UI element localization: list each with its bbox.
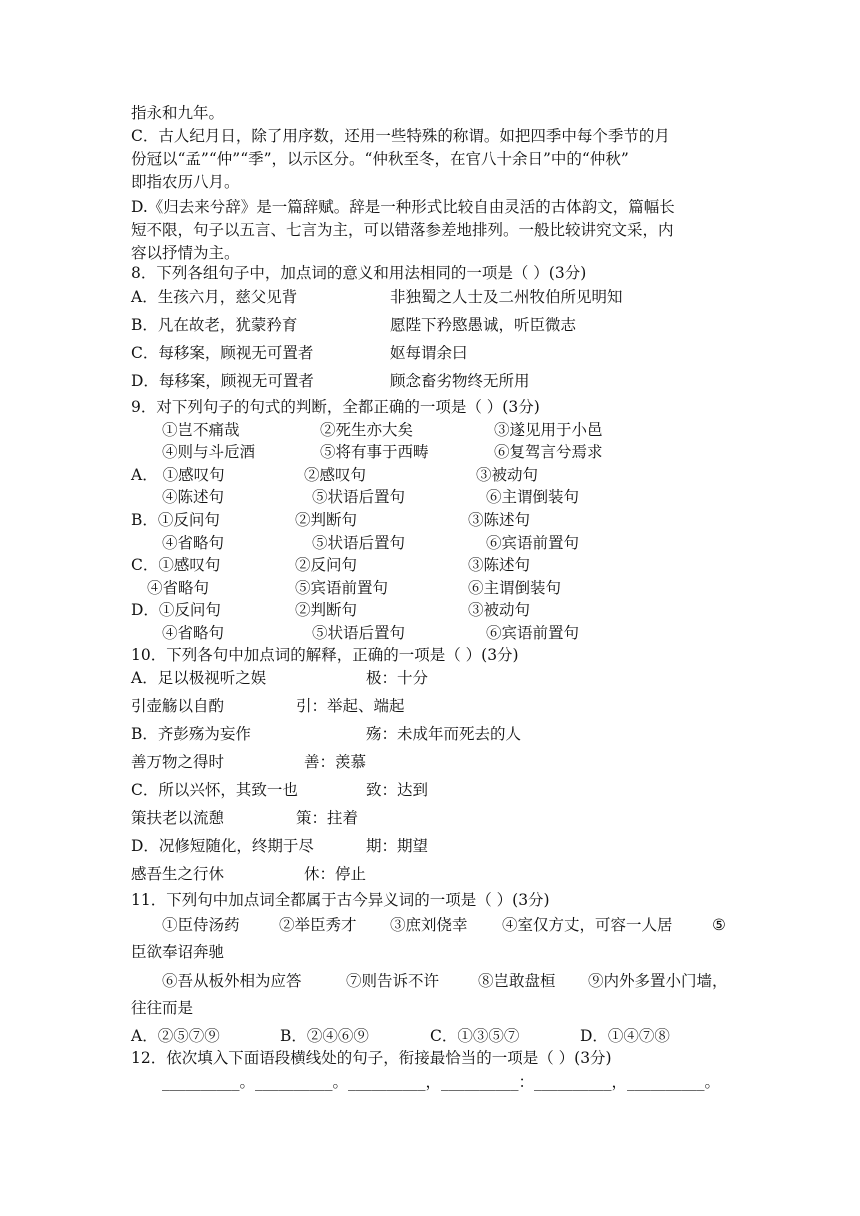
answer-option: ⑥宾语前置句: [486, 624, 580, 642]
answer-option: ④省略句: [147, 579, 210, 597]
answer-option: ③被动句: [468, 601, 531, 619]
option-text: 策扶老以流憩: [131, 809, 225, 827]
answer-option: ④陈述句: [162, 488, 225, 506]
sentence-item: ①臣侍汤药: [162, 916, 240, 934]
option-text: 感吾生之行休: [131, 865, 225, 883]
answer-option: ②判断句: [295, 601, 358, 619]
option-a-left: A．生孩六月，慈父见背: [131, 288, 298, 306]
answer-option: C．①③⑤⑦: [430, 1027, 520, 1045]
text-line: 容以抒情为主。: [131, 244, 240, 262]
sentence-item: ⑦则告诉不许: [346, 972, 440, 990]
option-b-right: 愿陛下矜愍愚诚，听臣微志: [390, 316, 577, 334]
sentence-item: ⑧岂敢盘桓: [478, 972, 556, 990]
sentence-item: ①岂不痛哉: [162, 421, 240, 439]
option-gloss: 休：停止: [304, 865, 367, 883]
answer-option: ⑤状语后置句: [312, 534, 406, 552]
answer-option: ⑥主谓倒装句: [486, 488, 580, 506]
sentence-item: ⑥复驾言兮焉求: [494, 443, 603, 461]
sentence-item: ②死生亦大矣: [320, 421, 414, 439]
sentence-item: ④室仅方丈，可容一人居: [502, 916, 673, 934]
option-a-right: 非独蜀之人士及二州牧伯所见明知: [390, 288, 623, 306]
text-line: 即指农历八月。: [131, 173, 240, 191]
sentence-item: ⑤: [712, 916, 726, 934]
answer-option: ④省略句: [162, 534, 225, 552]
option-text: C．所以兴怀，其致一也: [131, 781, 298, 799]
text-line: 份冠以“孟”“仲”“季”，以示区分。“仲秋至冬，在官八十余日”中的“仲秋”: [131, 150, 629, 168]
option-text: 善万物之得时: [131, 753, 225, 771]
answer-option: ③被动句: [476, 466, 539, 484]
answer-option: ⑥主谓倒装句: [468, 579, 562, 597]
option-gloss: 引：举起、端起: [296, 697, 405, 715]
text-line: 臣欲奉诏奔驰: [131, 943, 225, 961]
sentence-item: ③庶刘侥幸: [390, 916, 468, 934]
answer-option: ④省略句: [162, 624, 225, 642]
answer-option: ⑥宾语前置句: [486, 534, 580, 552]
sentence-item: ⑨内外多置小门墙，: [588, 972, 728, 990]
question-10: 10．下列各句中加点词的解释，正确的一项是（ ）(3分): [131, 646, 519, 664]
option-c-right: 妪每谓余曰: [390, 344, 468, 362]
answer-option: A．②⑤⑦⑨: [131, 1027, 220, 1045]
answer-option: B．①反问句: [131, 511, 220, 529]
option-d-right: 顾念畜劣物终无所用: [390, 372, 530, 390]
question-12: 12．依次填入下面语段横线处的句子，衔接最恰当的一项是（ ）(3分): [131, 1049, 612, 1067]
text-line: C．古人纪月日，除了用序数，还用一些特殊的称谓。如把四季中每个季节的月: [131, 127, 670, 145]
option-text: B．齐彭殇为妄作: [131, 725, 251, 743]
text-line: D.《归去来兮辞》是一篇辞赋。辞是一种形式比较自由灵活的古体韵文，篇幅长: [131, 198, 675, 216]
answer-option: D．①④⑦⑧: [580, 1027, 670, 1045]
answer-option: ②反问句: [295, 556, 358, 574]
sentence-item: ③遂见用于小邑: [494, 421, 603, 439]
text-line: 往往而是: [131, 999, 194, 1017]
answer-option: ②判断句: [295, 511, 358, 529]
answer-option: B．②④⑥⑨: [280, 1027, 369, 1045]
option-d-left: D．每移案，顾视无可置者: [131, 372, 314, 390]
question-8: 8．下列各组句子中，加点词的意义和用法相同的一项是（ ）(3分): [131, 264, 587, 282]
text-line: 指永和九年。: [131, 104, 225, 122]
option-gloss: 策：拄着: [296, 809, 359, 827]
answer-option: ⑤状语后置句: [312, 624, 406, 642]
option-text: A．足以极视听之娱: [131, 669, 267, 687]
option-gloss: 殇：未成年而死去的人: [366, 725, 522, 743]
option-text: 引壶觞以自酌: [131, 697, 225, 715]
blank-line: __________。__________。__________，__________：__________，__________。: [162, 1073, 721, 1091]
sentence-item: ⑤将有事于西畴: [320, 443, 429, 461]
answer-option: ③陈述句: [468, 556, 531, 574]
answer-option: ⑤状语后置句: [312, 488, 406, 506]
answer-option: D．①反问句: [131, 601, 221, 619]
option-text: D．况修短随化，终期于尽: [131, 837, 314, 855]
sentence-item: ②举臣秀才: [279, 916, 357, 934]
answer-option: A． ①感叹句: [131, 466, 225, 484]
text-line: 短不限，句子以五言、七言为主，可以错落参差地排列。一般比较讲究文采，内: [131, 221, 674, 239]
question-9: 9．对下列句子的句式的判断，全都正确的一项是（ ）(3分): [131, 398, 540, 416]
sentence-item: ⑥吾从板外相为应答: [162, 972, 302, 990]
option-gloss: 极：十分: [366, 669, 429, 687]
option-gloss: 期：期望: [366, 837, 429, 855]
option-gloss: 致：达到: [366, 781, 429, 799]
sentence-item: ④则与斗卮酒: [162, 443, 256, 461]
answer-option: ⑤宾语前置句: [295, 579, 389, 597]
option-gloss: 善：羡慕: [304, 753, 367, 771]
option-b-left: B．凡在故老，犹蒙矜育: [131, 316, 298, 334]
answer-option: C．①感叹句: [131, 556, 221, 574]
question-11: 11．下列句中加点词全都属于古今异义词的一项是（ ）(3分): [131, 891, 550, 909]
answer-option: ③陈述句: [468, 511, 531, 529]
option-c-left: C．每移案，顾视无可置者: [131, 344, 314, 362]
answer-option: ②感叹句: [304, 466, 367, 484]
